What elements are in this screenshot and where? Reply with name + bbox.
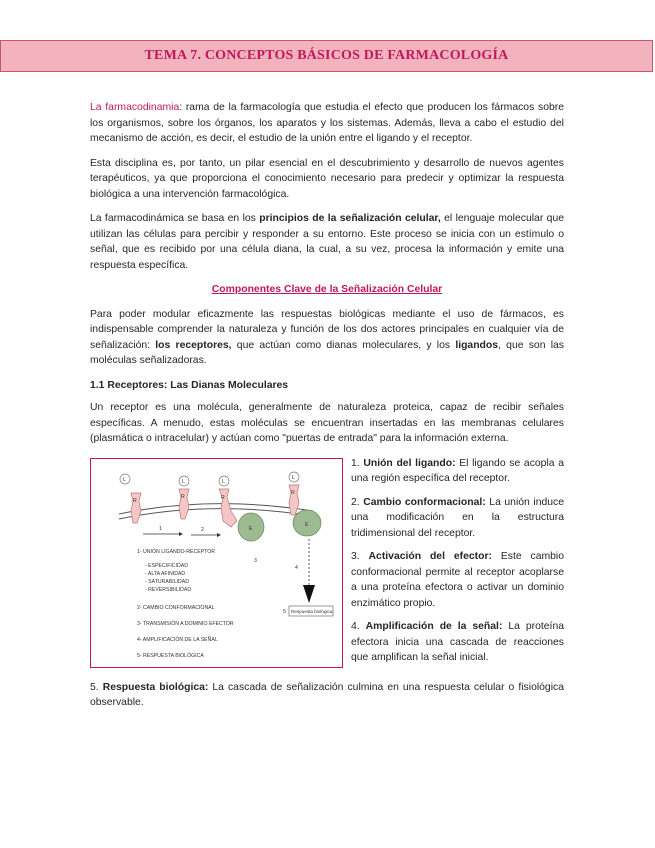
step-1 [351,456,564,487]
subsection-title: 1.1 Receptores: Las Dianas Moleculares [90,379,289,391]
ligand-label-3: L [222,478,225,485]
step-1-num: 1. [351,457,364,469]
arrow-num-5: 5 [283,608,286,615]
receptor-2 [179,476,189,519]
step-2-text: La unión induce una modificación en la estructura tridimensional del receptor. [351,496,565,539]
step-3-text: Este cambio conformacional permite al receptor acoplarse a una proteína efectora o activar un dominio enzimático propio. [351,551,564,609]
signaling-figure [90,458,343,668]
intro-paragraph [90,100,564,147]
para4-after: , que son las moléculas señalizadoras. [90,339,564,366]
step-5 [90,680,564,711]
step-5-text: La cascada de señalización culmina en una respuesta celular o fisiológica observable. [90,681,564,708]
legend-1a: - ESPECIFICIDAD [145,562,188,569]
arrow-4 [295,539,315,603]
response-box-label: Respuesta biológica [291,608,333,614]
response-box [283,606,333,616]
step-3 [351,549,564,611]
membrane-line-bottom [119,508,313,518]
step-1-text: El ligando se acopla a una región específica del receptor. [351,457,564,484]
para4-before: Para poder modular eficazmente las respuestas biológicas mediante el uso de fármacos, es indispensable comprender la naturaleza y función de los dos actores principales en cualquier vía de señalización: [90,308,564,351]
receptor-3 [219,476,237,527]
step-2-title: Cambio conformacional: [363,496,486,508]
ligand-label-4: L [292,474,295,481]
step-4-text: La proteína efectora inicia una cascada de reacciones que amplifican la señal inicial. [351,621,564,663]
signaling-diagram [91,459,341,666]
document-body [90,100,564,720]
intro-term: La farmacodinamia [90,102,180,113]
legend-1b: - ALTA AFINIDAD [145,570,186,577]
para3-after: el lenguaje molecular que utilizan las células para percibir y responder a su entorno. Este proceso se inicia con un estímulo o señal, que es recibido por una célula diana, la cual, a su vez, procesa la información y emite una respuesta específica. [90,213,564,271]
paragraph-2: Esta disciplina es, por tanto, un pilar esencial en el descubrimiento y desarrollo de nuevos agentes terapéuticos, ya que proporciona el conocimiento necesario para predecir y optimizar la respuesta biológica a una intervención farmacológica. [90,157,564,200]
receptor-4 [289,472,321,536]
ligand-label-1: L [123,476,126,483]
paragraph-5: Un receptor es una molécula, generalmente de naturaleza proteica, capaz de recibir señales específicas. A menudo, estas moléculas se encuentran insertadas en las membranas celulares (plasmática o intracelular) y actúan como "puertas de entrada" para la información externa. [90,402,564,444]
para4-mid: que actúan como dianas moleculares, y los [231,339,456,351]
para4-bold-receptores: los receptores, [155,339,232,351]
arrow-1 [143,526,183,536]
section-title: Componentes Clave de la Señalización Celular [211,284,443,295]
figure-row [90,456,564,674]
legend-1c: - SATURABILIDAD [145,578,190,585]
receptor-1 [131,493,141,523]
arrow-num-3: 3 [254,557,257,564]
legend-1d: - REVERSIBILIDAD [145,586,192,593]
paragraph-3 [90,211,564,273]
intro-definition: : rama de la farmacología que estudia el efecto que producen los fármacos sobre los organismos, sobre los órganos, los aparatos y los sistemas. Además, lleva a cabo el estudio del mecanismo de acción, es decir, el estudio de la unión entre el ligando y el receptor. [90,102,564,144]
ligand-1 [120,474,130,484]
paragraph-4 [90,307,564,369]
receptor-label-4: R [291,489,295,496]
step-3-title: Activación del efector: [368,551,492,562]
step-5-title: Respuesta biológica: [102,681,209,693]
effector-label-2: E [305,521,309,528]
legend-3: 3- TRANSMISIÓN A DOMINIO EFECTOR [137,620,234,627]
step-4-title: Amplificación de la señal: [365,621,503,632]
step-3-num: 3. [351,551,369,562]
page-title: TEMA 7. CONCEPTOS BÁSICOS DE FARMACOLOGÍA [144,48,509,63]
legend-4: 4- AMPLIFICACIÓN DE LA SEÑAL [137,636,218,643]
step-4 [351,619,564,666]
receptor-label-1: R [133,497,137,504]
figure-legend [137,548,234,659]
effector-1 [238,513,264,541]
steps-list [351,456,564,674]
para4-bold-ligandos: ligandos [455,339,499,351]
arrow-2 [191,527,221,537]
step-4-num: 4. [351,621,366,632]
arrow-num-4: 4 [295,564,298,571]
step-2 [351,495,564,542]
arrow-num-2: 2 [201,526,204,533]
effector-label-1: E [249,525,253,532]
receptor-label-3: R [221,494,225,501]
legend-2: 2- CAMBIO CONFORMACIONAL [137,604,215,611]
step-5-num: 5. [90,681,103,693]
arrow-num-1: 1 [159,525,162,532]
receptor-label-2: R [181,493,185,500]
step-2-num: 2. [351,496,364,508]
legend-1: 1- UNIÓN LIGANDO-RECEPTOR [137,548,216,555]
para3-bold: principios de la señalización celular, [259,213,441,224]
step-1-title: Unión del ligando: [363,457,456,469]
ligand-label-2: L [182,478,185,485]
legend-5: 5- RESPUESTA BIOLÓGICA [137,652,204,659]
title-banner [0,40,653,72]
para3-before: La farmacodinámica se basa en los [90,213,260,224]
